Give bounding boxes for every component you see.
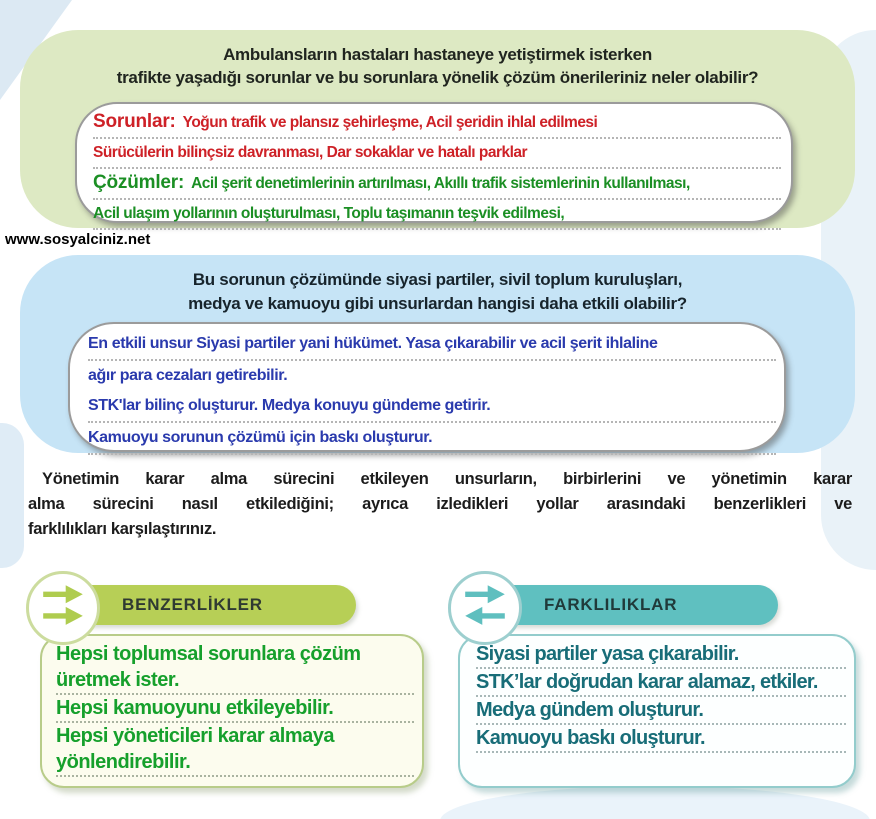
problems-line-1: Sorunlar: Yoğun trafik ve plansız şehirleşme, Acil şeridin ihlal edilmesi xyxy=(93,108,781,139)
differences-badge xyxy=(448,571,522,645)
question2-line-2: medya ve kamuoyu gibi unsurlardan hangisi daha etkili olabilir? xyxy=(188,294,687,313)
instruction-line-1: Yönetimin karar alma sürecini etkileyen unsurların, birbirlerini ve yönetimin karar xyxy=(42,470,852,488)
question1-answer-bubble xyxy=(75,102,793,223)
solutions-line-2: Acil ulaşım yollarının oluşturulması, Toplu taşımanın teşvik edilmesi, xyxy=(93,200,781,230)
solutions-label: Çözümler: xyxy=(93,172,185,193)
question2-line-1: Bu sorunun çözümünde siyasi partiler, sivil toplum kuruluşları, xyxy=(192,270,683,289)
difference-item: Kamuoyu baskı oluşturur. xyxy=(476,725,846,753)
differences-header: FARKLILIKLAR xyxy=(486,585,778,625)
double-right-arrows-icon xyxy=(36,579,90,638)
watermark: www.sosyalciniz.net xyxy=(5,231,151,248)
difference-item: Siyasi partiler yasa çıkarabilir. xyxy=(476,641,846,669)
question1-line-1: Ambulansların hastaları hastaneye yetiştirmek isterken xyxy=(223,45,652,64)
similarities-box xyxy=(40,634,424,788)
question1-line-2: trafikte yaşadığı sorunlar ve bu sorunlara yönelik çözüm önerileriniz neler olabilir? xyxy=(116,68,759,87)
similarity-item: Hepsi toplumsal sorunlara çözüm üretmek ister. xyxy=(56,641,414,695)
answer2-line-2: ağır para cezaları getirebilir. xyxy=(88,367,288,384)
right-left-arrows-icon xyxy=(458,579,512,638)
similarities-header: BENZERLİKLER xyxy=(64,585,356,625)
difference-item: STK’lar doğrudan karar alamaz, etkiler. xyxy=(476,669,846,697)
problems-label: Sorunlar: xyxy=(93,111,176,132)
answer2-line-1: En etkili unsur Siyasi partiler yani hükümet. Yasa çıkarabilir ve acil şerit ihlaline xyxy=(88,329,776,361)
similarities-badge xyxy=(26,571,100,645)
left-edge-decoration xyxy=(0,423,24,568)
similarity-item: Hepsi yöneticileri karar almaya yönlendirebilir. xyxy=(56,723,414,777)
instruction-paragraph xyxy=(28,467,852,542)
question2-answer-bubble xyxy=(68,322,786,452)
similarity-item: Hepsi kamuoyunu etkileyebilir. xyxy=(56,695,414,723)
bottom-decoration xyxy=(440,786,870,819)
differences-box xyxy=(458,634,856,788)
solutions-line-1: Çözümler: Acil şerit denetimlerinin artırılması, Akıllı trafik sistemlerinin kullanılması, xyxy=(93,169,781,200)
problems-line-2: Sürücülerin bilinçsiz davranması, Dar sokaklar ve hatalı parklar xyxy=(93,139,781,169)
difference-item: Medya gündem oluşturur. xyxy=(476,697,846,725)
answer2-line-4: Kamuoyu sorunun çözümü için baskı oluşturur. xyxy=(88,423,776,455)
instruction-line-2: alma sürecini nasıl etkilediğini; ayrıca izledikleri yollar arasındaki benzerlikleri ve xyxy=(28,495,852,513)
instruction-line-3: farklılıkları karşılaştırınız. xyxy=(28,520,217,538)
answer2-line-3: STK'lar bilinç oluşturur. Medya konuyu gündeme getirir. xyxy=(88,391,776,423)
